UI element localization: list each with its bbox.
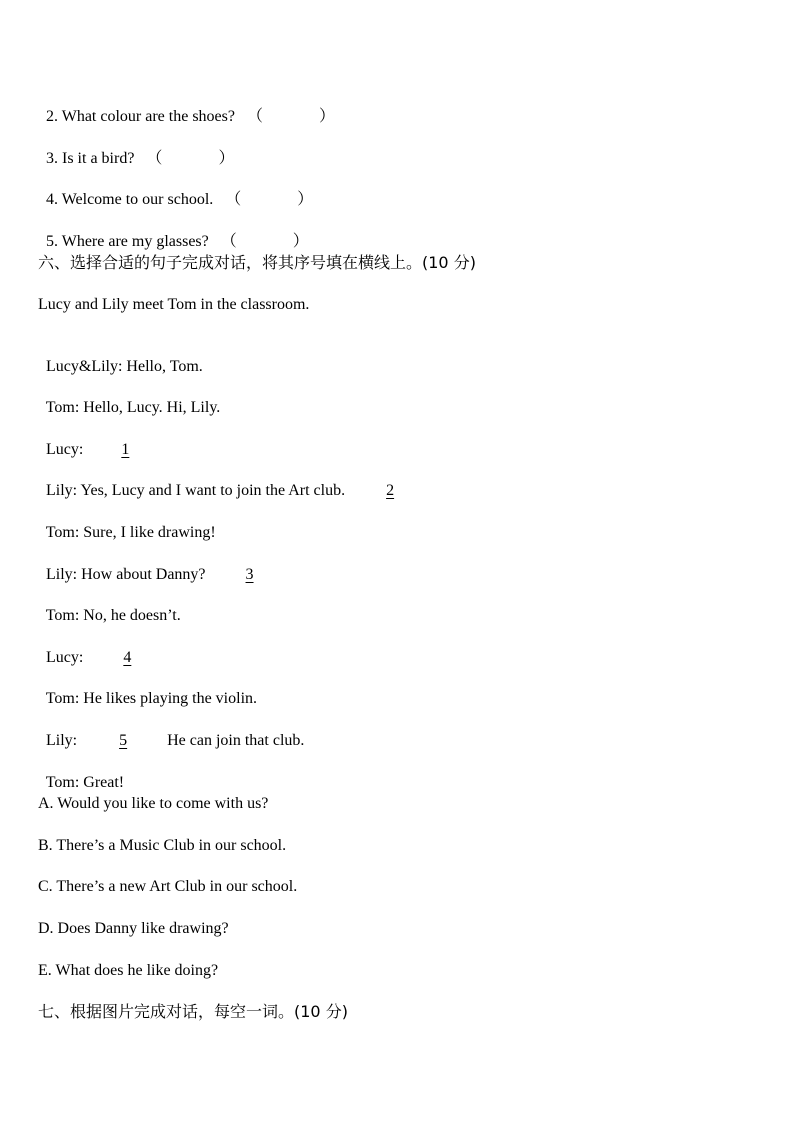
answer-paren[interactable]: （ ） xyxy=(246,108,335,125)
dialogue-line: Tom: Hello, Lucy. Hi, Lily. xyxy=(45,399,221,416)
answer-paren[interactable]: （ ） xyxy=(146,150,235,167)
dialogue-line: Tom: Sure, I like drawing! xyxy=(45,524,216,541)
dialogue-intro: Lucy and Lily meet Tom in the classroom. xyxy=(38,296,310,313)
dialogue-line: Tom: No, he doesn’t. xyxy=(45,607,181,624)
section7-heading: 七、根据图片完成对话，每空一词。(10 分) xyxy=(38,1002,348,1021)
answer-blank-5[interactable]: 5 xyxy=(119,732,128,749)
dialogue-line: Lily: Yes, Lucy and I want to join the Art club. 2 xyxy=(38,461,430,501)
dialogue-line: Lucy: 4 xyxy=(38,628,168,668)
question-4 xyxy=(38,170,313,210)
answer-blank-3[interactable]: 3 xyxy=(245,566,254,583)
dialogue-line: Tom: Great! xyxy=(45,774,125,791)
dialogue-line: Lily: 5 He can join that club. xyxy=(46,732,305,749)
answer-paren[interactable]: （ ） xyxy=(225,191,314,208)
dialogue-line: Lucy&Lily: Hello, Tom. xyxy=(46,358,203,375)
answer-paren[interactable]: （ ） xyxy=(220,233,309,250)
section6-heading: 六、选择合适的句子完成对话，将其序号填在横线上。(10 分) xyxy=(38,253,476,272)
option-e: E. What does he like doing? xyxy=(38,962,219,979)
question-2 xyxy=(38,87,335,127)
question-3 xyxy=(38,129,234,169)
option-b: B. There’s a Music Club in our school. xyxy=(38,837,287,854)
answer-blank-1[interactable]: 1 xyxy=(121,441,130,458)
question-text: 3. Is it a bird? xyxy=(46,150,135,167)
question-5 xyxy=(38,212,309,252)
answer-blank-4[interactable]: 4 xyxy=(123,649,132,666)
option-c: C. There’s a new Art Club in our school. xyxy=(38,878,298,895)
option-a: A. Would you like to come with us? xyxy=(38,795,269,812)
dialogue-line: Lily: How about Danny? 3 xyxy=(38,545,291,585)
answer-blank-2[interactable]: 2 xyxy=(386,482,395,499)
question-text: 4. Welcome to our school. xyxy=(46,191,214,208)
question-text: 2. What colour are the shoes? xyxy=(46,108,235,125)
dialogue-line: Lucy: 1 xyxy=(38,420,167,460)
dialogue-line: Tom: He likes playing the violin. xyxy=(45,690,258,707)
option-d: D. Does Danny like drawing? xyxy=(38,920,229,937)
question-text: 5. Where are my glasses? xyxy=(46,233,209,250)
